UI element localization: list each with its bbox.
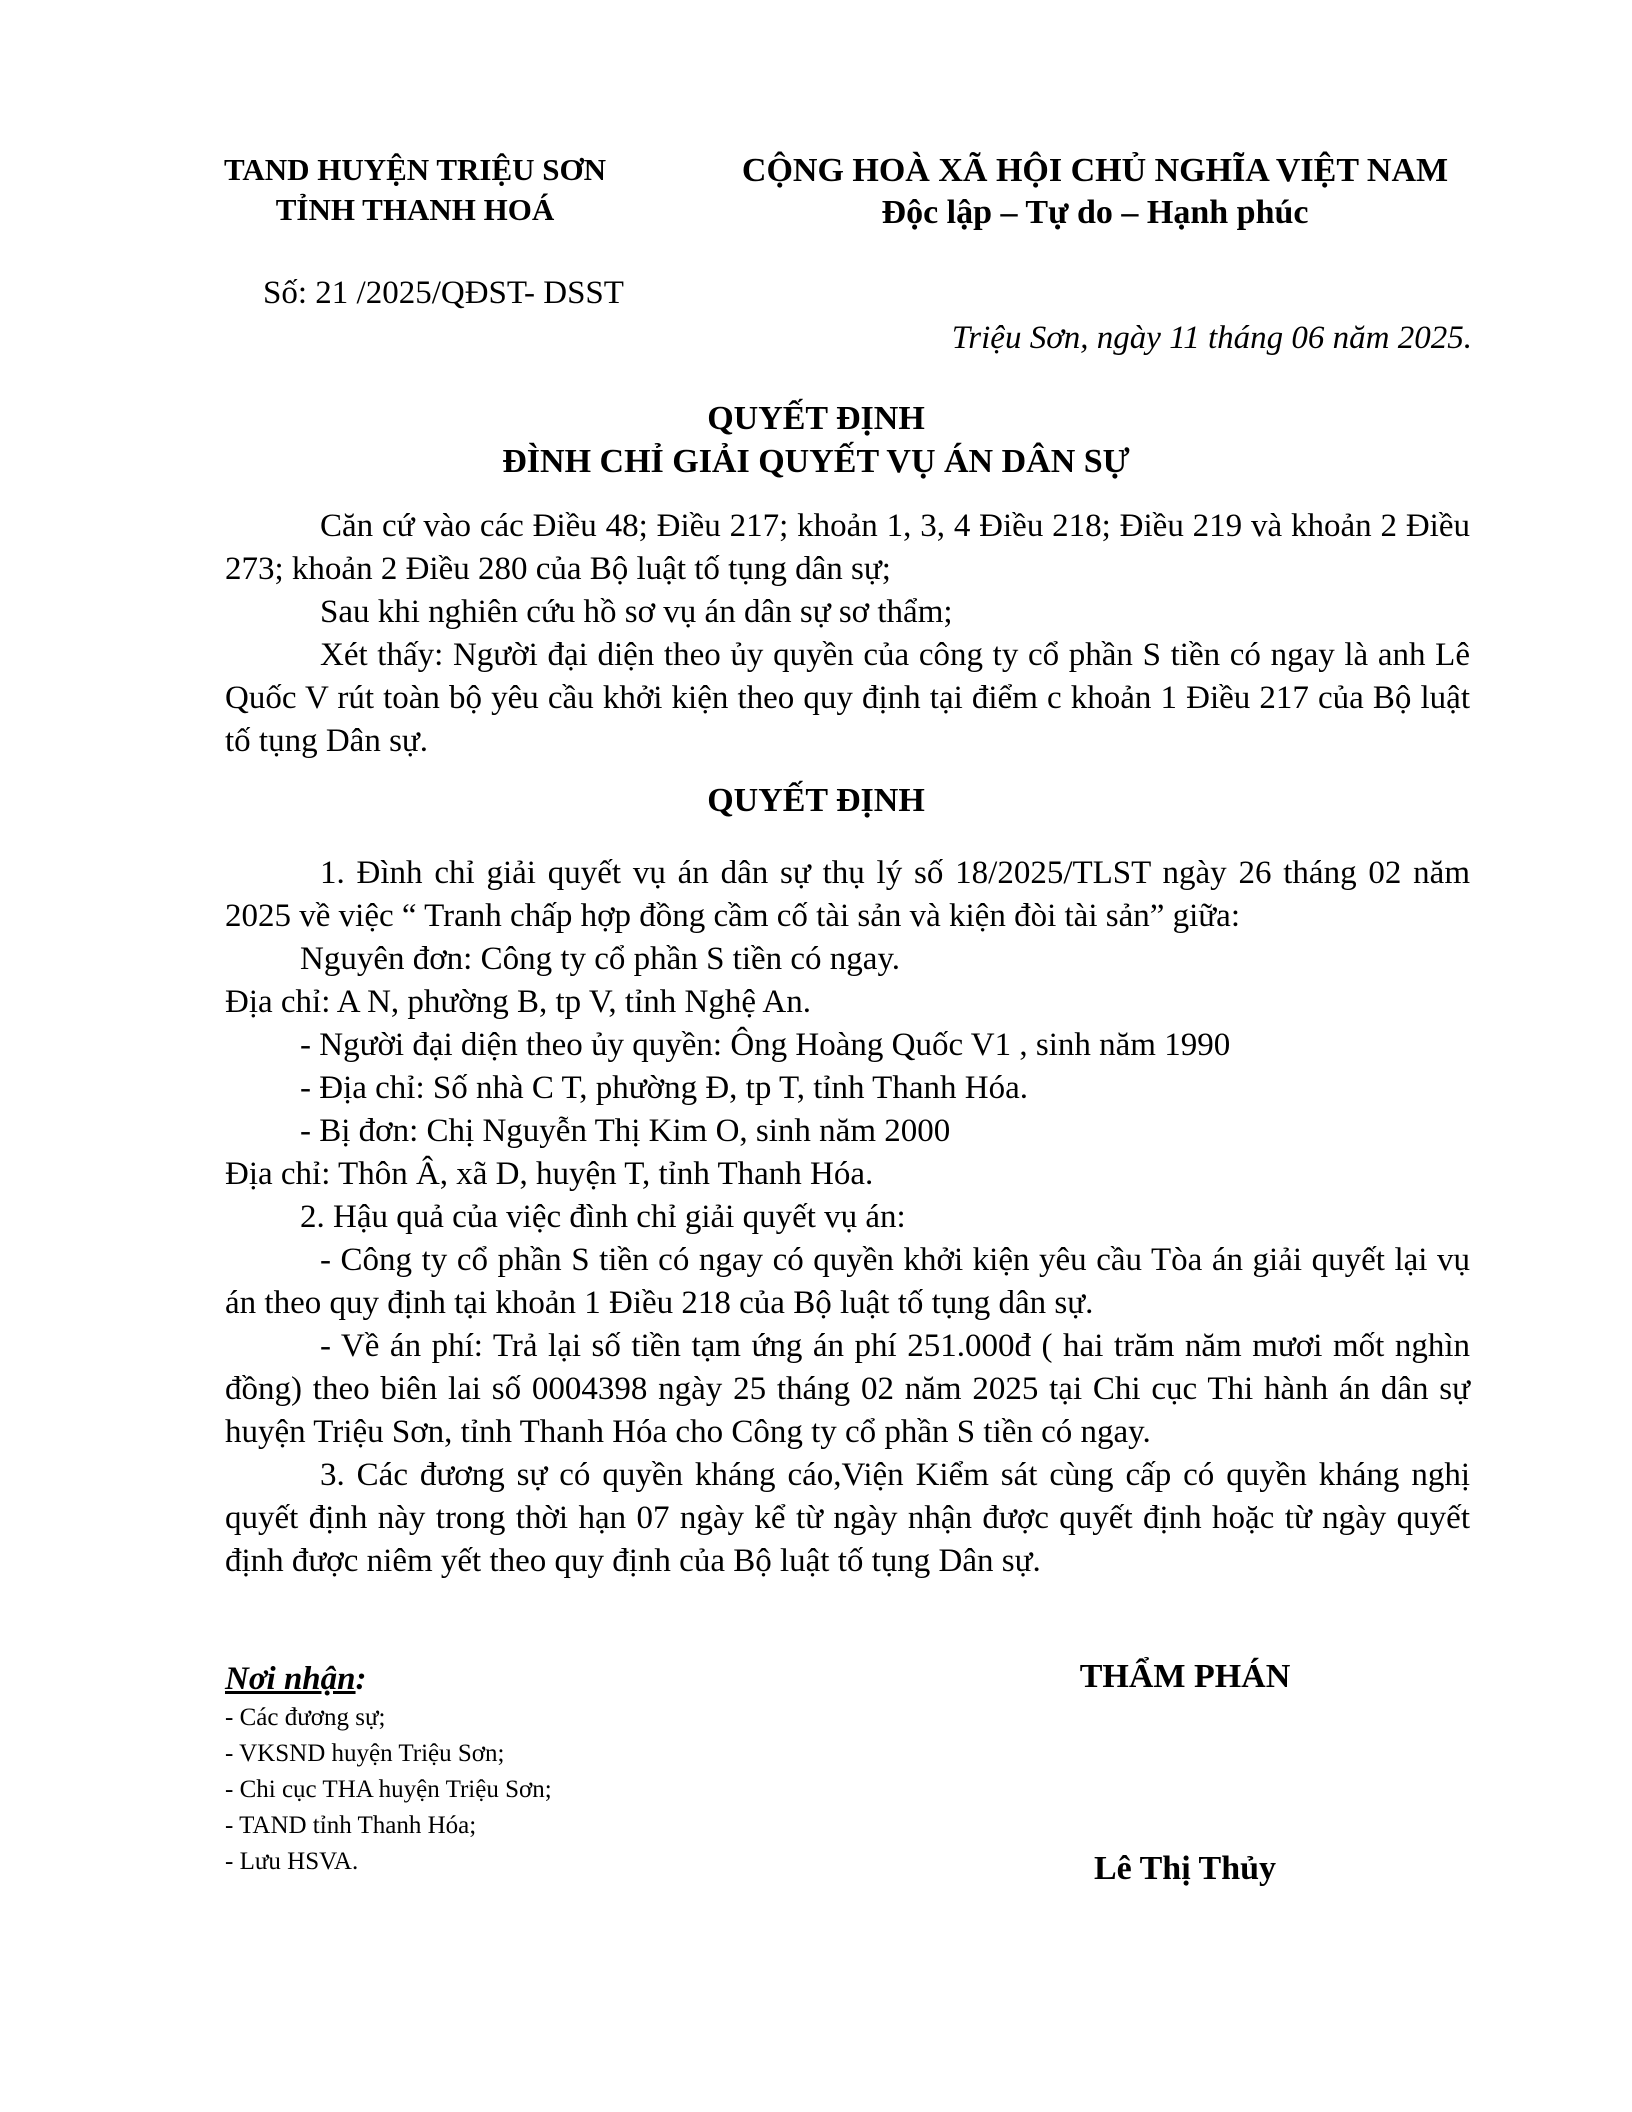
- review-note: Sau khi nghiên cứu hồ sơ vụ án dân sự sơ thẩm;: [320, 594, 953, 630]
- defendant-address: Địa chỉ: Thôn Â, xã D, huyện T, tỉnh Thanh Hóa.: [225, 1156, 874, 1192]
- document-number: Số: 21 /2025/QĐST- DSST: [263, 275, 624, 311]
- court-province: TỈNH THANH HOÁ: [275, 192, 555, 227]
- decision-item-2: 2. Hậu quả của việc đình chỉ giải quyết vụ án:: [300, 1199, 906, 1235]
- plaintiff-address: Địa chỉ: A N, phường B, tp V, tỉnh Nghệ An.: [225, 984, 811, 1020]
- decision-item-2a: - Công ty cổ phần S tiền có ngay có quyền khởi kiện yêu cầu Tòa án giải quyết lại vụ án theo quy định tại khoản 1 Điều 218 của Bộ luật tố tụng dân sự.: [225, 1242, 1470, 1321]
- preamble: [225, 505, 1470, 763]
- representative: - Người đại diện theo ủy quyền: Ông Hoàng Quốc V1 , sinh năm 1990: [300, 1027, 1231, 1063]
- decision-item-2b: - Về án phí: Trả lại số tiền tạm ứng án phí 251.000đ ( hai trăm năm mươi mốt nghìn đồng) theo biên lai số 0004398 ngày 25 tháng 02 năm 2025 tại Chi cục Thi hành án dân sự huyện Triệu Sơn, tỉnh Thanh Hóa cho Công ty cổ phần S tiền có ngay.: [225, 1328, 1470, 1450]
- decision-heading: QUYẾT ĐỊNH: [707, 782, 925, 819]
- recipients-label-text: Nơi nhận: [225, 1661, 356, 1697]
- recipient-item: - VKSND huyện Triệu Sơn;: [225, 1740, 505, 1767]
- recipients-label-colon: :: [355, 1661, 367, 1697]
- court-header: [180, 150, 650, 230]
- nation-name: CỘNG HOÀ XÃ HỘI CHỦ NGHĨA VIỆT NAM: [741, 152, 1449, 189]
- recipients-block: [225, 1658, 552, 1880]
- document-date: Triệu Sơn, ngày 11 tháng 06 năm 2025.: [951, 320, 1472, 356]
- representative-address: - Địa chỉ: Số nhà C T, phường Đ, tp T, tỉnh Thanh Hóa.: [300, 1070, 1028, 1106]
- recipients-label: [225, 1658, 552, 1700]
- signature-name: Lê Thị Thủy: [1093, 1850, 1277, 1887]
- document-title: QUYẾT ĐỊNH: [707, 400, 925, 437]
- nation-motto: Độc lập – Tự do – Hạnh phúc: [881, 194, 1309, 231]
- court-name: TAND HUYỆN TRIỆU SƠN: [223, 152, 607, 187]
- recipient-item: - TAND tỉnh Thanh Hóa;: [225, 1812, 477, 1839]
- decision-item-1: 1. Đình chỉ giải quyết vụ án dân sự thụ lý số 18/2025/TLST ngày 26 tháng 02 năm 2025 về việc “ Tranh chấp hợp đồng cầm cố tài sản và kiện đòi tài sản” giữa:: [225, 855, 1470, 934]
- decision-item-3: 3. Các đương sự có quyền kháng cáo,Viện Kiểm sát cùng cấp có quyền kháng nghị quyết định này trong thời hạn 07 ngày kể từ ngày nhận được quyết định hoặc từ ngày quyết định được niêm yết theo quy định của Bộ luật tố tụng Dân sự.: [225, 1457, 1470, 1579]
- national-header: [720, 150, 1470, 234]
- plaintiff: Nguyên đơn: Công ty cổ phần S tiền có ngay.: [300, 941, 901, 977]
- recipient-item: - Lưu HSVA.: [225, 1848, 359, 1875]
- recipient-item: - Các đương sự;: [225, 1704, 386, 1731]
- finding: Xét thấy: Người đại diện theo ủy quyền của công ty cổ phần S tiền có ngay là anh Lê Quốc V rút toàn bộ yêu cầu khởi kiện theo quy định tại điểm c khoản 1 Điều 217 của Bộ luật tố tụng Dân sự.: [225, 637, 1470, 759]
- document-subtitle: ĐÌNH CHỈ GIẢI QUYẾT VỤ ÁN DÂN SỰ: [502, 443, 1130, 480]
- legal-basis: Căn cứ vào các Điều 48; Điều 217; khoản 1, 3, 4 Điều 218; Điều 219 và khoản 2 Điều 273; khoản 2 Điều 280 của Bộ luật tố tụng dân sự;: [225, 508, 1470, 587]
- recipient-item: - Chi cục THA huyện Triệu Sơn;: [225, 1776, 552, 1803]
- signature-title: THẨM PHÁN: [1079, 1658, 1291, 1695]
- defendant: - Bị đơn: Chị Nguyễn Thị Kim O, sinh năm 2000: [300, 1113, 951, 1149]
- decision-body: [225, 852, 1470, 1583]
